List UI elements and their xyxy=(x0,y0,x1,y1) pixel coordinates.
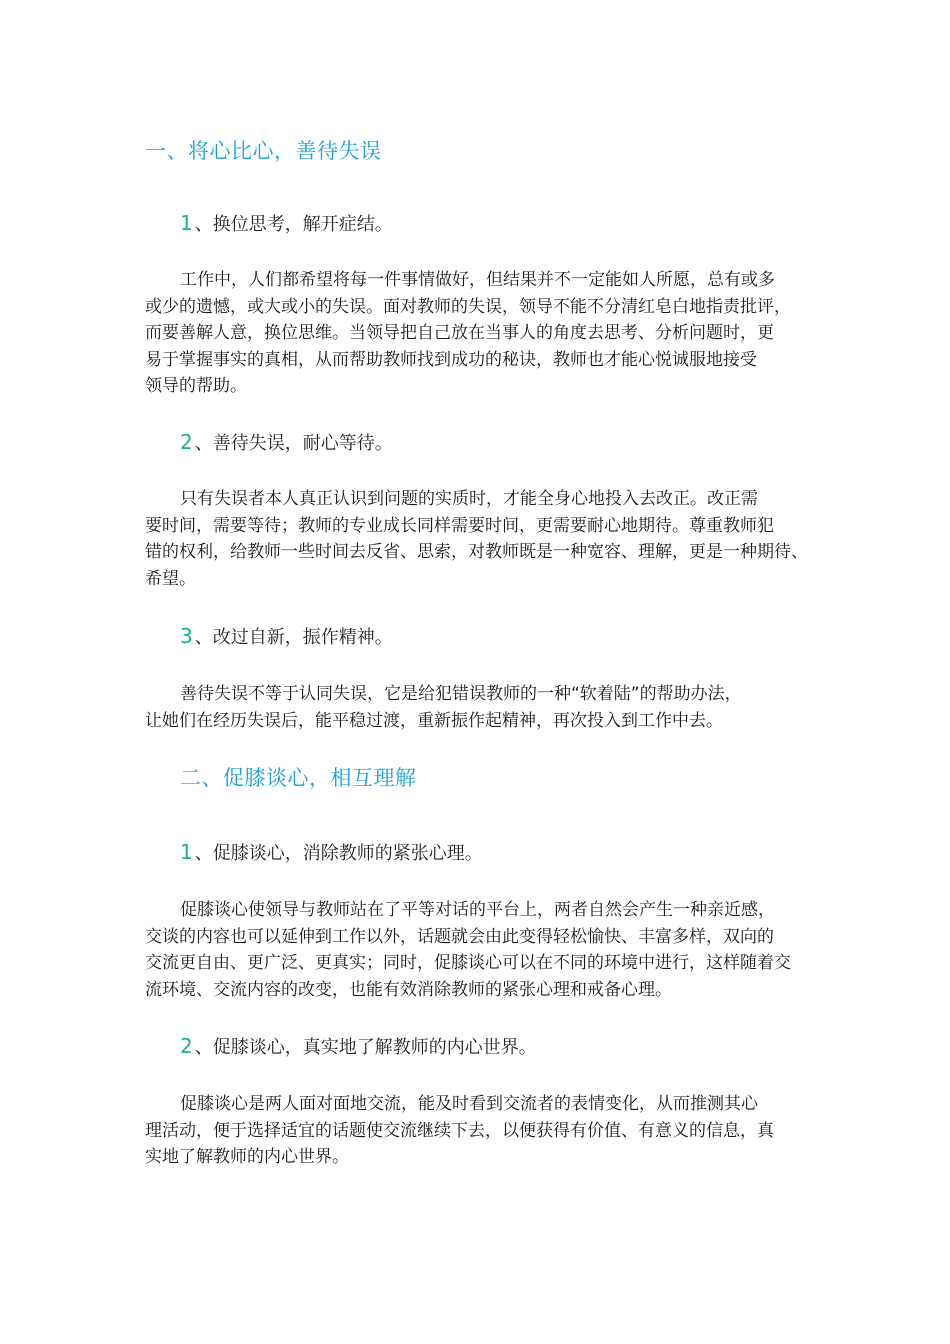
paragraph-line: 易于掌握事实的真相，从而帮助教师找到成功的秘诀，教师也才能心悦诚服地接受 xyxy=(145,349,757,370)
subsection-heading xyxy=(180,213,393,234)
subsection-number: 1 xyxy=(180,211,193,235)
subsection-heading xyxy=(180,626,393,647)
subsection-title: 、换位思考，解开症结。 xyxy=(194,214,393,235)
paragraph-line: 理活动，便于选择适宜的话题使交流继续下去，以便获得有价值、有意义的信息，真 xyxy=(145,1120,774,1141)
subsection-heading xyxy=(180,1036,537,1057)
subsection-heading xyxy=(180,432,393,453)
paragraph xyxy=(145,897,807,1003)
paragraph-line: 或少的遗憾，或大或小的失误。面对教师的失误，领导不能不分清红皂白地指责批评， xyxy=(145,296,791,317)
subsection-number: 2 xyxy=(180,430,193,454)
paragraph xyxy=(145,267,807,400)
paragraph-line: 而要善解人意，换位思维。当领导把自己放在当事人的角度去思考、分析问题时，更 xyxy=(145,323,774,343)
paragraph-line: 促膝谈心使领导与教师站在了平等对话的平台上，两者自然会产生一种亲近感， xyxy=(180,900,775,920)
paragraph-line: 实地了解教师的内心世界。 xyxy=(145,1147,349,1167)
paragraph-line: 只有失误者本人真正认识到问题的实质时，才能全身心地投入去改正。改正需 xyxy=(180,489,758,509)
section-heading: 一、将心比心，善待失误 xyxy=(145,139,382,163)
section-heading: 二、促膝谈心，相互理解 xyxy=(180,766,417,790)
paragraph xyxy=(145,1091,807,1171)
paragraph-line: 错的权利，给教师一些时间去反省、思索，对教师既是一种宽容、理解，更是一种期待、 xyxy=(145,542,808,562)
paragraph-line: 要时间，需要等待；教师的专业成长同样需要时间，更需要耐心地期待。尊重教师犯 xyxy=(145,515,774,536)
subsection-number: 2 xyxy=(180,1034,193,1058)
subsection-number: 1 xyxy=(180,840,193,864)
subsection-title: 、促膝谈心，真实地了解教师的内心世界。 xyxy=(194,1037,537,1058)
paragraph-line: 工作中，人们都希望将每一件事情做好，但结果并不一定能如人所愿，总有或多 xyxy=(180,270,775,290)
paragraph-line: 善待失误不等于认同失误，它是给犯错误教师的一种“软着陆”的帮助办法， xyxy=(180,684,742,704)
subsection-heading xyxy=(180,842,483,863)
subsection-title: 、促膝谈心，消除教师的紧张心理。 xyxy=(194,843,483,864)
paragraph-line: 交谈的内容也可以延伸到工作以外，话题就会由此变得轻松愉快、丰富多样，双向的 xyxy=(145,926,774,947)
paragraph-line: 促膝谈心是两人面对面地交流，能及时看到交流者的表情变化，从而推测其心 xyxy=(180,1094,758,1114)
paragraph-line: 让她们在经历失误后，能平稳过渡，重新振作起精神，再次投入到工作中去。 xyxy=(145,710,723,731)
paragraph-line: 领导的帮助。 xyxy=(145,376,247,396)
paragraph-line: 交流更自由、更广泛、更真实；同时，促膝谈心可以在不同的环境中进行，这样随着交 xyxy=(145,953,791,973)
subsection-title: 、善待失误，耐心等待。 xyxy=(194,433,393,454)
paragraph xyxy=(145,486,807,592)
subsection-title: 、改过自新，振作精神。 xyxy=(194,627,393,648)
paragraph xyxy=(145,681,807,734)
paragraph-line: 流环境、交流内容的改变，也能有效消除教师的紧张心理和戒备心理。 xyxy=(145,979,672,1000)
subsection-number: 3 xyxy=(180,624,193,648)
paragraph-line: 希望。 xyxy=(145,568,196,589)
